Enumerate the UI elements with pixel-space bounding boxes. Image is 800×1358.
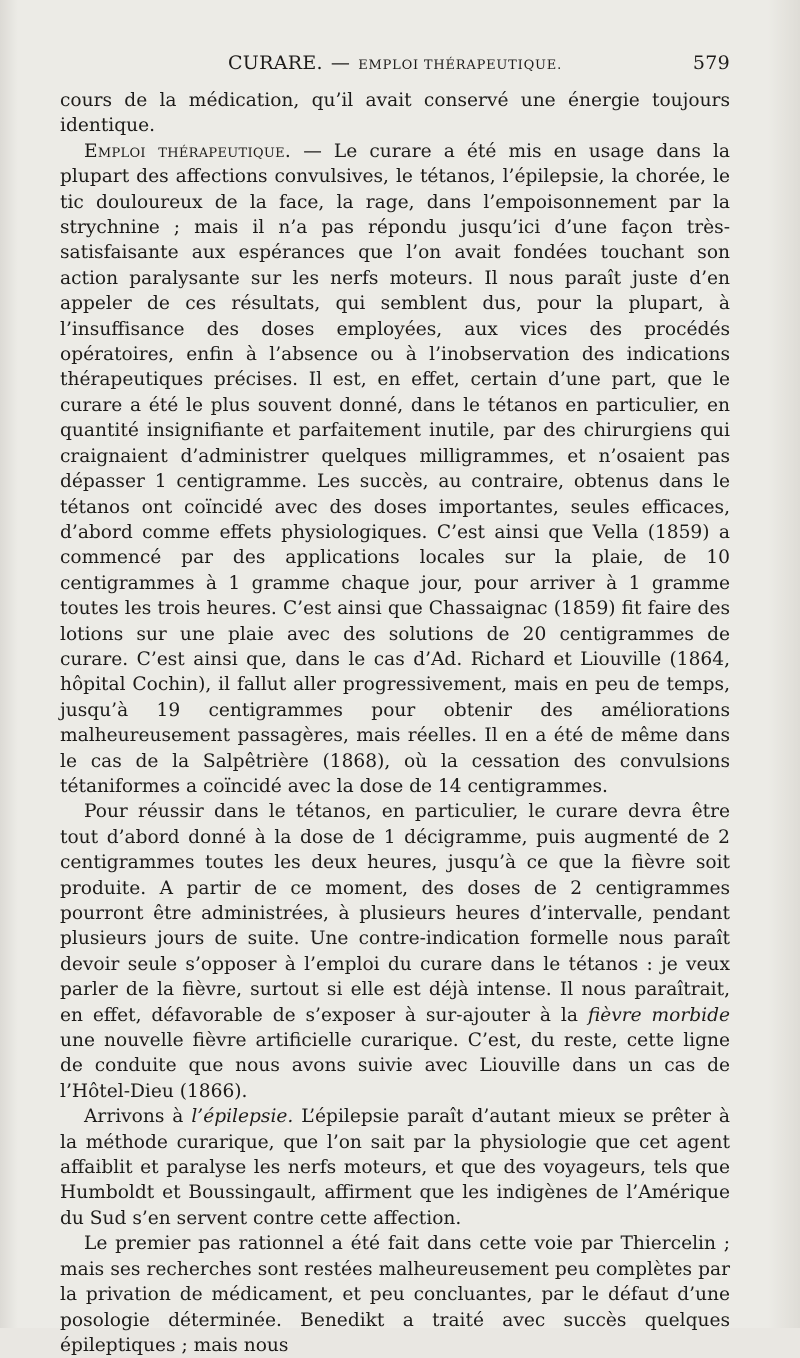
text-segment: Arrivons à: [84, 1106, 192, 1128]
paragraph-tetanos-dosage: [60, 799, 730, 1104]
paragraph-thiercelin: [60, 1231, 730, 1358]
running-head-title: CURARE.: [227, 52, 323, 74]
text-segment: L’épilepsie paraît d’autant mieux se prêter à la méthode curarique, que l’on sait par la physiologie que cet agent affaiblit et paralyse les nerfs moteurs, et que des voyageurs, tels que Humboldt et Boussingault, affirment que les indigènes de l’Amérique du Sud s’en servent contre cette affection.: [60, 1106, 730, 1229]
italic-term: l’épilepsie.: [191, 1106, 294, 1128]
running-head-separator: —: [330, 52, 351, 74]
paragraph-emploi-therapeutique: [60, 139, 730, 800]
page-number: 579: [692, 52, 730, 74]
running-head-subtitle: EMPLOI THÉRAPEUTIQUE.: [358, 58, 563, 73]
section-heading-inline: Emploi thérapeutique.: [84, 140, 292, 162]
paragraph-epilepsie: [60, 1104, 730, 1231]
text-segment: une nouvelle fièvre artificielle curarique. C’est, du reste, cette ligne de conduite que nous avons suivie avec Liouville dans un cas de l’Hôtel-Dieu (1866).: [60, 1030, 730, 1102]
text-segment: — Le curare a été mis en usage dans la plupart des affections convulsives, le tétanos, l’épilepsie, la chorée, le tic douloureux de la face, la rage, dans l’empoisonnement par la strychnine ; mais il n’a pas répondu jusqu’ici d’une façon très-satisfaisante aux espérances que l’on avait fondées touchant son action paralysante sur les nerfs moteurs. Il nous paraît juste d’en appeler de ces résultats, qui semblent dus, pour la plupart, à l’insuffisance des doses employées, aux vices des procédés opératoires, enfin à l’absence ou à l’inobservation des indications thérapeutiques précises. Il est, en effet, certain d’une part, que le curare a été le plus souvent donné, dans le tétanos en particulier, en quantité insignifiante et parfaitement inutile, par des chirurgiens qui craignaient d’administrer quelques milligrammes, et n’osaient pas dépasser 1 centigramme. Les succès, au contraire, obtenus dans le tétanos ont coïncidé avec des doses importantes, seules efficaces, d’abord comme effets physiologiques. C’est ainsi que Vella (1859) a commencé par des applications locales sur la plaie, de 10 centigrammes à 1 gramme chaque jour, pour arriver à 1 gramme toutes les trois heures. C’est ainsi que Chassaignac (1859) fit faire des lotions sur une plaie avec des solutions de 20 centigrammes de curare. C’est ainsi que, dans le cas d’Ad. Richard et Liouville (1864, hôpital Cochin), il fallut aller progressivement, mais en peu de temps, jusqu’à 19 centigrammes pour obtenir des améliorations malheureusement passagères, mais réelles. Il en a été de même dans le cas de la Salpêtrière (1868), où la cessation des convulsions tétaniformes a coïncidé avec la dose de 14 centigrammes.: [60, 140, 730, 797]
body-text: [60, 88, 730, 1358]
text-segment: Le premier pas rationnel a été fait dans cette voie par Thiercelin ; mais ses recherches sont restées malheureusement peu complètes par la privation de médicament, et peu concluantes, par le défaut d’une posologie déterminée. Benedikt a traité avec succès quelques épileptiques ; mais nous: [60, 1233, 730, 1356]
text-segment: cours de la médication, qu’il avait conservé une énergie toujours identique.: [60, 90, 730, 137]
italic-term: fièvre morbide: [587, 1004, 730, 1026]
paragraph-continuation: [60, 88, 730, 139]
text-segment: Pour réussir dans le tétanos, en particulier, le curare devra être tout d’abord donné à la dose de 1 décigramme, puis augmenté de 2 centigrammes toutes les deux heures, jusqu’à ce que la fièvre soit produite. A partir de ce moment, des doses de 2 centigrammes pourront être administrées, à plusieurs heures d’intervalle, pendant plusieurs jours de suite. Une contre-indication formelle nous paraît devoir seule s’opposer à l’emploi du curare dans le tétanos : je veux parler de la fièvre, surtout si elle est déjà intense. Il nous paraîtrait, en effet, défavorable de s’exposer à sur-ajouter à la: [60, 801, 730, 1026]
running-head: [60, 52, 730, 88]
